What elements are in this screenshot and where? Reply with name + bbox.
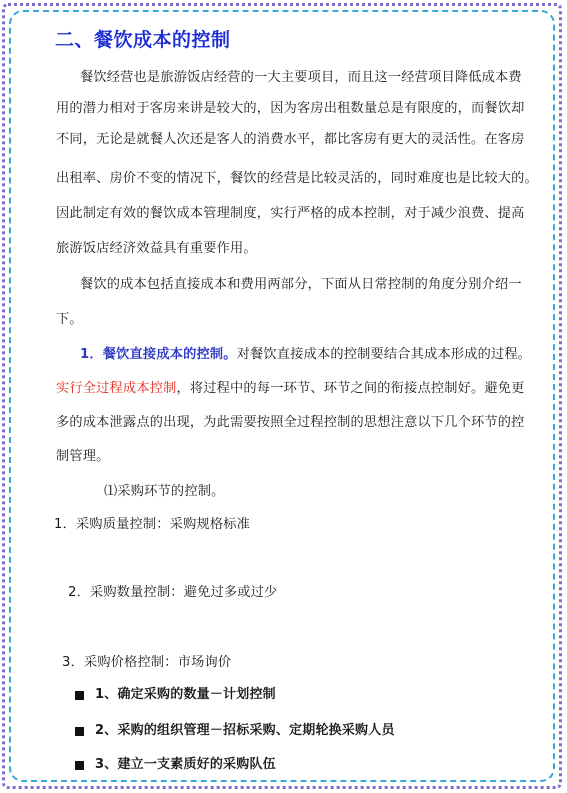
paragraph-line: 制管理。 (56, 449, 110, 464)
list-item: 3．采购价格控制：市场询价 (62, 655, 232, 670)
sub-heading: ⑴采购环节的控制。 (104, 484, 225, 499)
paragraph-line: 餐饮经营也是旅游饭店经营的一大主要项目，而且这一经营项目降低成本费 (80, 70, 522, 85)
bullet-item: 1、确定采购的数量－计划控制 (95, 687, 276, 702)
subsection-heading: 1．餐饮直接成本的控制。 (80, 347, 237, 362)
paragraph-line: 旅游饭店经济效益具有重要作用。 (56, 241, 257, 256)
highlight-text: 实行全过程成本控制 (56, 381, 177, 396)
paragraph-line: 出租率、房价不变的情况下，餐饮的经营是比较灵活的，同时难度也是比较大的。 (56, 171, 538, 186)
bullet-icon (75, 761, 84, 770)
paragraph-line (56, 380, 525, 398)
section-title: 二、餐饮成本的控制 (55, 29, 231, 51)
paragraph-line: 因此制定有效的餐饮成本管理制度，实行严格的成本控制，对于减少浪费、提高 (56, 206, 525, 221)
paragraph-line (80, 346, 531, 364)
bullet-item: 3、建立一支素质好的采购队伍 (95, 757, 276, 772)
paragraph-line: 不同，无论是就餐人次还是客人的消费水平，都比客房有更大的灵活性。在客房 (56, 132, 525, 147)
paragraph-text: 对餐饮直接成本的控制要结合其成本形成的过程。 (236, 347, 532, 362)
bullet-icon (75, 691, 84, 700)
list-item: 2．采购数量控制：避免过多或过少 (68, 585, 278, 600)
paragraph-line: 下。 (56, 312, 83, 327)
paragraph-line: 餐饮的成本包括直接成本和费用两部分，下面从日常控制的角度分别介绍一 (80, 277, 522, 292)
bullet-icon (75, 727, 84, 736)
list-item: 1．采购质量控制：采购规格标准 (54, 517, 251, 532)
paragraph-line: 多的成本泄露点的出现，为此需要按照全过程控制的思想注意以下几个环节的控 (56, 415, 525, 430)
paragraph-text: ，将过程中的每一环节、环节之间的衔接点控制好。避免更 (176, 381, 525, 396)
bullet-item: 2、采购的组织管理－招标采购、定期轮换采购人员 (95, 723, 395, 738)
paragraph-line: 用的潜力相对于客房来讲是较大的，因为客房出租数量总是有限度的，而餐饮却 (56, 101, 525, 116)
